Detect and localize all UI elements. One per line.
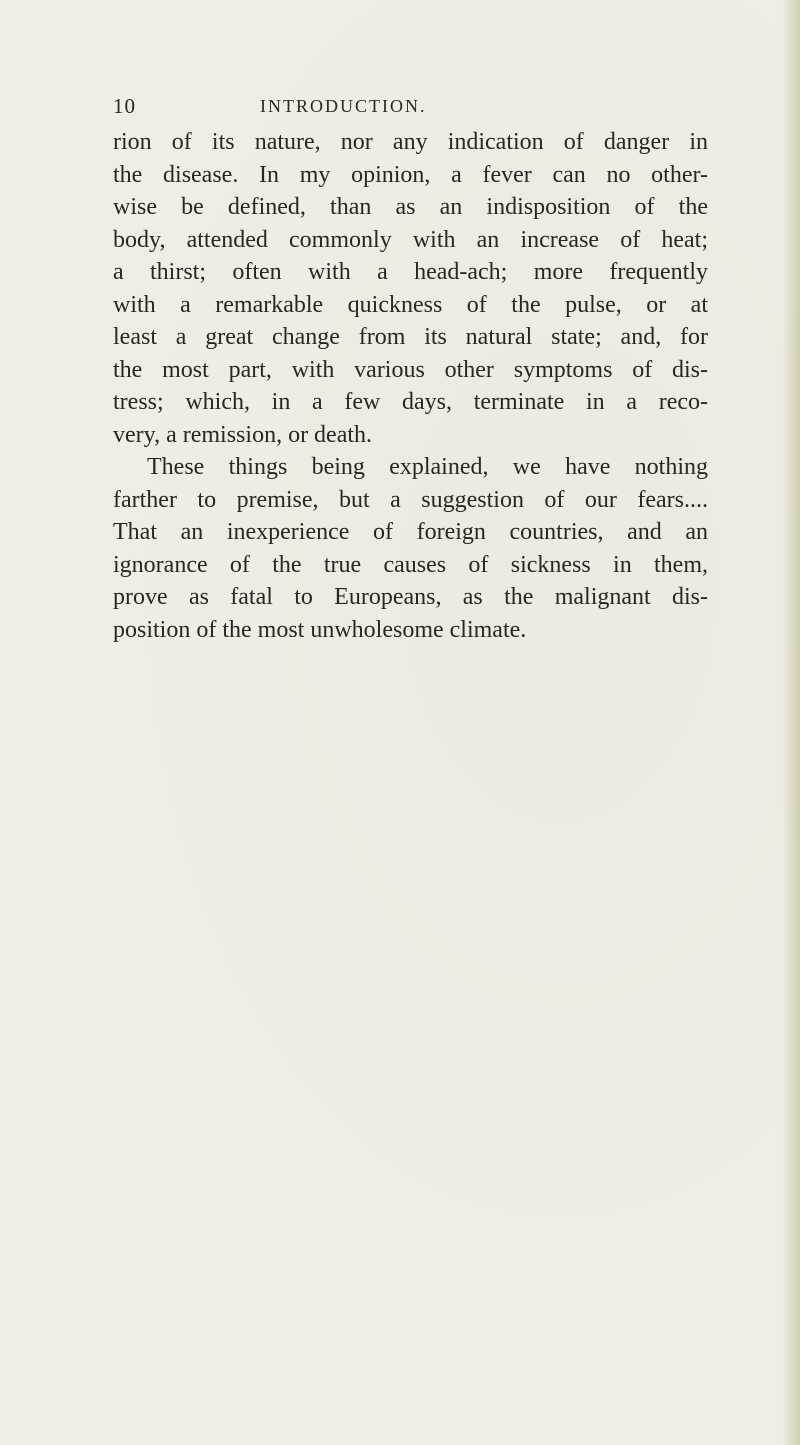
running-head-title: INTRODUCTION.: [260, 96, 427, 116]
text-line: very, a remission, or death.: [113, 421, 373, 448]
text-line: ignorance of the true causes of sickness in them,: [113, 551, 708, 578]
text-line: position of the most unwholesome climate.: [113, 616, 527, 643]
page-number: 10: [113, 94, 136, 118]
text-line: the most part, with various other symptoms of dis-: [113, 356, 708, 383]
text-line: wise be defined, than as an indisposition of the: [113, 194, 708, 220]
text-line: rion of its nature, nor any indication of danger in: [113, 129, 708, 155]
text-line: the disease. In my opinion, a fever can no other-: [113, 161, 708, 188]
text-line: with a remarkable quickness of the pulse, or at: [113, 291, 708, 318]
text-line: body, attended commonly with an increase of heat;: [113, 226, 708, 253]
text-line: a thirst; often with a head-ach; more frequently: [113, 259, 708, 285]
text-line: That an inexperience of foreign countries, and an: [113, 519, 708, 545]
running-head: [113, 94, 713, 124]
text-line: tress; which, in a few days, terminate in a reco-: [113, 389, 708, 415]
page-edge-shadow: [782, 0, 800, 1445]
body-text: [113, 126, 708, 646]
text-line: prove as fatal to Europeans, as the malignant dis-: [113, 584, 708, 610]
text-line: least a great change from its natural state; and, for: [113, 324, 708, 350]
text-line: These things being explained, we have nothing: [147, 454, 708, 480]
text-line: farther to premise, but a suggestion of our fears....: [113, 486, 708, 513]
